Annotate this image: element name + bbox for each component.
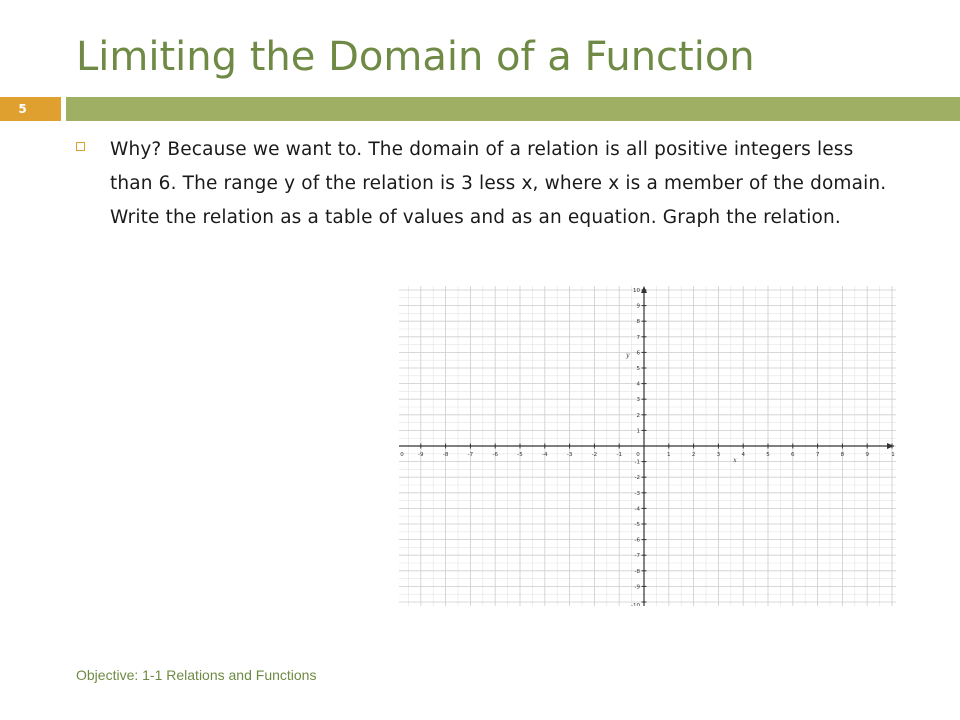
coordinate-grid-svg	[399, 286, 896, 606]
y-tick-label: 5	[636, 366, 640, 372]
coordinate-grid	[399, 286, 896, 606]
x-tick-label: -4	[542, 452, 548, 458]
y-tick-label: 3	[636, 397, 640, 404]
x-tick-label: -1	[616, 452, 622, 458]
footer-objective: Objective: 1-1 Relations and Functions	[76, 667, 317, 683]
slide-number: 5	[18, 102, 27, 116]
x-tick-label: 1	[667, 452, 671, 458]
y-tick-label: -5	[634, 522, 640, 528]
x-tick-label: -8	[442, 452, 449, 458]
x-tick-label: -2	[591, 452, 598, 458]
x-tick-label: 0	[400, 452, 404, 458]
x-tick-label: 0	[636, 452, 640, 458]
x-tick-label: 7	[815, 452, 820, 458]
square-bullet-icon	[76, 142, 85, 151]
x-tick-label: 1	[891, 452, 895, 458]
bullet-item	[76, 133, 898, 235]
y-tick-label: 6	[636, 350, 640, 357]
y-tick-label: -2	[634, 475, 640, 482]
y-axis-label: y	[626, 352, 630, 360]
x-tick-label: 9	[865, 452, 869, 458]
y-tick-label: -6	[634, 537, 640, 544]
y-tick-label: -9	[634, 584, 640, 591]
x-tick-label: 5	[766, 452, 770, 458]
x-tick-label: 8	[840, 452, 845, 458]
y-tick-label: -3	[634, 490, 640, 497]
bullet-text: Why? Because we want to. The domain of a relation is all positive integers less than 6. The range y of the relation is 3 less x, where x is a member of the domain. Write the relation as a table of values and as an equation. Graph the relation.	[110, 139, 887, 228]
y-tick-label: -1	[634, 459, 640, 466]
x-tick-label: -3	[566, 452, 573, 458]
y-tick-label: -10	[631, 603, 640, 606]
slide-number-badge	[0, 97, 61, 121]
y-tick-label: -8	[634, 568, 640, 575]
y-tick-label: 4	[636, 381, 640, 388]
y-tick-label: 2	[636, 412, 640, 419]
x-tick-label: -6	[492, 452, 498, 458]
x-axis-arrow	[887, 443, 894, 449]
x-axis-label: x	[733, 457, 737, 464]
x-tick-label: -9	[418, 452, 424, 458]
x-tick-label: 6	[791, 452, 795, 458]
x-tick-label: -7	[467, 452, 474, 458]
y-tick-label: -4	[634, 506, 640, 513]
x-tick-label: 4	[741, 452, 745, 458]
y-tick-label: 8	[636, 319, 640, 326]
title-underline-bar	[66, 97, 960, 121]
y-tick-label: 1	[636, 428, 640, 435]
y-tick-label: 9	[636, 303, 640, 310]
x-tick-label: -5	[517, 452, 523, 458]
y-tick-label: -7	[634, 553, 640, 560]
x-tick-label: 3	[716, 452, 721, 458]
y-tick-label: 10	[633, 288, 640, 294]
slide-title: Limiting the Domain of a Function	[76, 34, 755, 80]
y-tick-label: 7	[636, 334, 640, 341]
x-tick-label: 2	[691, 452, 696, 458]
